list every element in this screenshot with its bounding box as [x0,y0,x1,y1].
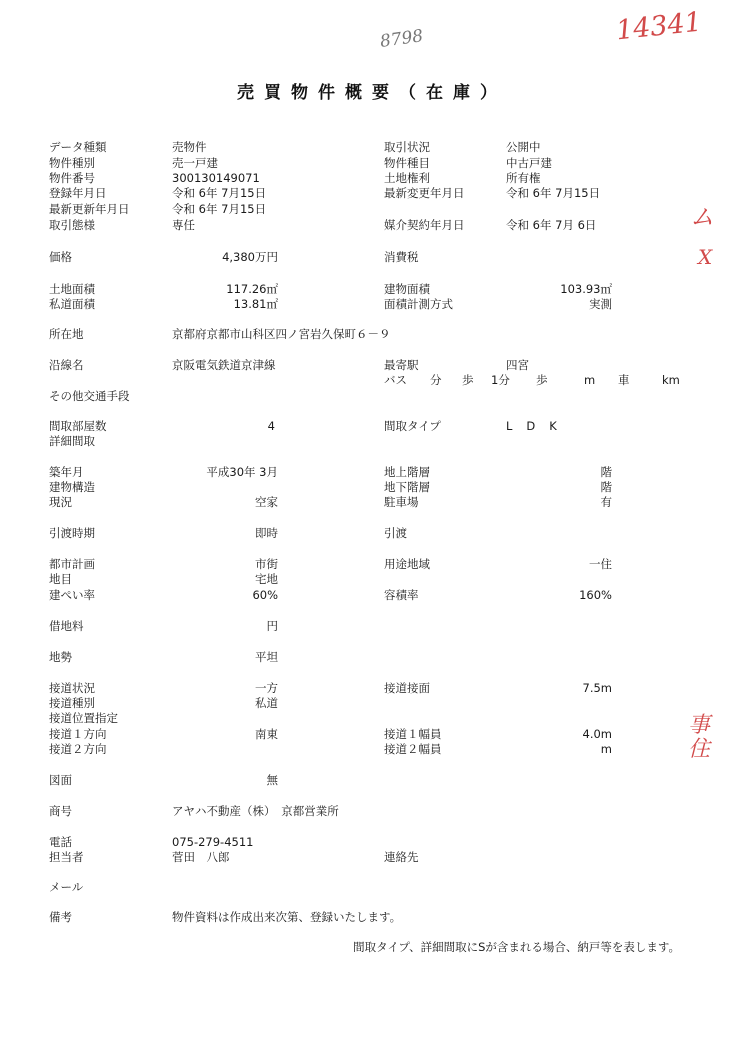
road-type-label: 接道種別 [49,696,95,710]
zoning-label: 用途地域 [384,557,430,571]
car-label: 車 [618,373,630,387]
handwritten-mark-1: ム [690,203,714,231]
road-frontage-value: 7.5m [582,681,612,695]
lease-value: 円 [266,619,278,633]
property-kind-label: 物件種別 [49,156,95,170]
trade-mode-value: 専任 [172,218,195,232]
floors-above-value: 階 [600,465,612,479]
private-road-label: 私道面積 [49,297,95,311]
drawing-value: 無 [266,773,278,787]
registered-label: 登録年月日 [49,186,107,200]
brokerage-date-label: 媒介契約年月日 [384,218,465,232]
built-value: 平成30年 3月 [206,465,278,479]
status-value: 空家 [255,495,278,509]
contact-label: 連絡先 [384,850,419,864]
data-type-label: データ種類 [49,140,107,154]
price-value: 4,380万円 [222,250,278,264]
person-label: 担当者 [49,850,84,864]
phone-value: 075-279-4511 [172,835,254,849]
city-plan-label: 都市計画 [49,557,95,571]
road2-width-value: m [600,742,612,756]
station-value: 四宮 [506,358,529,372]
lease-label: 借地料 [49,619,84,633]
document-title: 売買物件概要（在庫） [237,83,507,103]
handover-time-value: 即時 [255,526,278,540]
price-label: 価格 [49,250,72,264]
parking-value: 有 [600,495,612,509]
registered-value: 令和 6年 7月15日 [172,186,267,200]
line-label: 沿線名 [49,358,84,372]
station-label: 最寄駅 [384,358,419,372]
property-item-label: 物件種目 [384,156,430,170]
walk-label: 歩 [536,373,548,387]
floors-below-value: 階 [600,480,612,494]
terrain-value: 平坦 [255,650,278,664]
walk-minutes-value: 1分 [491,373,510,387]
remarks-label: 備考 [49,910,72,924]
layout-type-label: 間取タイプ [384,419,441,433]
road2-width-label: 接道２幅員 [384,742,442,756]
data-type-value: 売物件 [172,140,207,154]
land-category-label: 地目 [49,572,72,586]
terrain-label: 地勢 [49,650,72,664]
handwritten-number-right: 14341 [614,6,704,47]
line-value: 京阪電気鉄道京津線 [172,358,276,372]
road1-dir-label: 接道１方向 [49,727,107,741]
land-right-value: 所有権 [506,171,541,185]
far-value: 160% [579,588,612,602]
floors-below-label: 地下階層 [384,480,430,494]
area-method-value: 実測 [589,297,612,311]
road1-width-value: 4.0m [582,727,612,741]
city-plan-value: 市街 [255,557,278,571]
tax-label: 消費税 [384,250,419,264]
road-status-label: 接道状況 [49,681,95,695]
zoning-value: 一住 [589,557,612,571]
road-frontage-label: 接道接面 [384,681,430,695]
meters-label: m [584,373,596,387]
phone-label: 電話 [49,835,72,849]
latest-update-label: 最新更新年月日 [49,202,130,216]
latest-change-label: 最新変更年月日 [384,186,465,200]
handover-time-label: 引渡時期 [49,526,95,540]
handwritten-mark-3: 事住 [688,713,711,762]
building-area-value: 103.93㎡ [560,282,612,296]
floors-above-label: 地上階層 [384,465,430,479]
structure-label: 建物構造 [49,480,95,494]
latest-update-value: 令和 6年 7月15日 [172,202,267,216]
road1-dir-value: 南東 [255,727,278,741]
land-right-label: 土地権利 [384,171,430,185]
latest-change-value: 令和 6年 7月15日 [506,186,601,200]
land-area-label: 土地面積 [49,282,95,296]
address-value: 京都府京都市山科区四ノ宮岩久保町６－９ [172,327,391,341]
footnote: 間取タイプ、詳細間取にSが含まれる場合、納戸等を表します。 [353,940,680,954]
coverage-label: 建ぺい率 [49,588,95,602]
property-no-value: 300130149071 [172,171,260,185]
layout-type-value: LDK [506,419,571,433]
handwritten-mark-2: X [698,245,713,269]
area-method-label: 面積計測方式 [384,297,453,311]
mail-label: メール [49,880,84,894]
land-area-value: 117.26㎡ [226,282,278,296]
status-label: 現況 [49,495,72,509]
private-road-value: 13.81㎡ [233,297,278,311]
property-no-label: 物件番号 [49,171,95,185]
trade-mode-label: 取引態様 [49,218,95,232]
road-type-value: 私道 [255,696,278,710]
trade-status-value: 公開中 [506,140,541,154]
road-status-value: 一方 [255,681,278,695]
layout-detail-label: 詳細間取 [49,434,95,448]
property-item-value: 中古戸建 [506,156,552,170]
parking-label: 駐車場 [384,495,419,509]
address-label: 所在地 [49,327,84,341]
building-area-label: 建物面積 [384,282,430,296]
km-label: km [662,373,680,387]
remarks-value: 物件資料は作成出来次第、登録いたします。 [172,910,402,924]
road-position-label: 接道位置指定 [49,711,118,725]
built-label: 築年月 [49,465,84,479]
far-label: 容積率 [384,588,419,602]
trade-status-label: 取引状況 [384,140,430,154]
handover-label: 引渡 [384,526,407,540]
company-label: 商号 [49,804,72,818]
other-transport-label: その他交通手段 [49,389,130,403]
rooms-value: 4 [267,419,275,433]
property-kind-value: 売一戸建 [172,156,218,170]
rooms-label: 間取部屋数 [49,419,107,433]
coverage-value: 60% [252,588,278,602]
land-category-value: 宅地 [255,572,278,586]
drawing-label: 図面 [49,773,72,787]
handwritten-number-top: 8798 [378,26,425,52]
brokerage-date-value: 令和 6年 7月 6日 [506,218,597,232]
road1-width-label: 接道１幅員 [384,727,442,741]
road2-dir-label: 接道２方向 [49,742,107,756]
person-value: 菅田 八郎 [172,850,230,864]
bus-walk-label: 歩 [462,373,474,387]
bus-label: バス [384,373,407,387]
company-value: アヤハ不動産（株） 京都営業所 [172,804,339,818]
bus-minutes-label: 分 [430,373,442,387]
